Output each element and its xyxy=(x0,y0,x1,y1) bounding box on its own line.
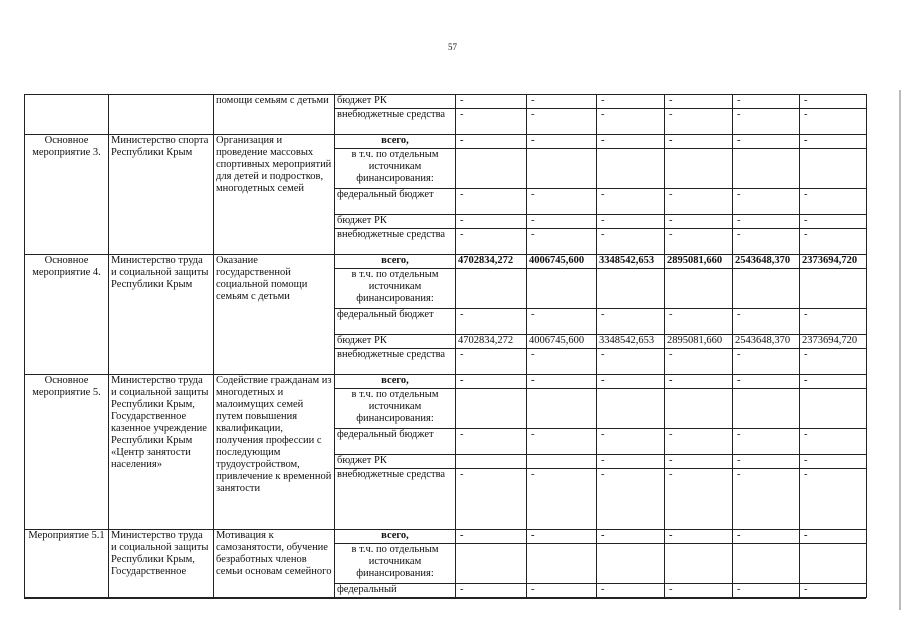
funding-value-cell xyxy=(733,544,800,584)
funding-value-cell: 2373694,720 xyxy=(800,335,867,349)
funding-value-cell: - xyxy=(527,95,597,109)
table-bottom-border xyxy=(24,598,866,599)
funding-value-cell: - xyxy=(665,469,733,530)
funding-value-cell xyxy=(665,149,733,189)
funding-value-cell: 4006745,600 xyxy=(527,335,597,349)
funding-value-cell: - xyxy=(665,584,733,598)
funding-value-cell: 2373694,720 xyxy=(800,255,867,269)
funding-value-cell: - xyxy=(597,455,665,469)
measure-name-cell: Содействие гражданам из многодетных и малоимущих семей путем повышения квалификации, получения профессии с последующим трудоустройством, привлечение к временной занятости xyxy=(214,375,335,530)
funding-value-cell xyxy=(527,269,597,309)
funding-source-cell: внебюджетные средства xyxy=(335,109,456,135)
funding-source-cell: в т.ч. по отдельным источникам финансирования: xyxy=(335,269,456,309)
funding-value-cell: - xyxy=(800,429,867,455)
funding-value-cell: - xyxy=(597,215,665,229)
measure-type-cell: Основное мероприятие 5. xyxy=(25,375,109,530)
funding-value-cell: - xyxy=(597,189,665,215)
funding-value-cell: - xyxy=(456,469,527,530)
funding-source-cell: всего, xyxy=(335,375,456,389)
measure-type-cell: Основное мероприятие 3. xyxy=(25,135,109,255)
funding-value-cell: - xyxy=(456,189,527,215)
funding-value-cell: 2895081,660 xyxy=(665,335,733,349)
funding-value-cell: - xyxy=(597,229,665,255)
funding-value-cell: - xyxy=(665,95,733,109)
funding-value-cell: - xyxy=(597,584,665,598)
funding-value-cell: - xyxy=(527,135,597,149)
table-row xyxy=(25,375,867,389)
funding-value-cell: - xyxy=(527,229,597,255)
funding-value-cell: - xyxy=(456,584,527,598)
funding-value-cell: - xyxy=(800,349,867,375)
funding-value-cell: - xyxy=(597,135,665,149)
funding-value-cell: - xyxy=(800,530,867,544)
funding-value-cell: - xyxy=(800,135,867,149)
funding-value-cell: - xyxy=(800,215,867,229)
funding-value-cell: - xyxy=(733,469,800,530)
funding-source-cell: внебюджетные средства xyxy=(335,229,456,255)
funding-source-cell: внебюджетные средства xyxy=(335,349,456,375)
funding-value-cell: - xyxy=(597,109,665,135)
funding-source-cell: бюджет РК xyxy=(335,455,456,469)
funding-value-cell: - xyxy=(597,375,665,389)
funding-value-cell xyxy=(733,269,800,309)
funding-value-cell: 3348542,653 xyxy=(597,255,665,269)
executor-cell: Министерство труда и социальной защиты Республики Крым xyxy=(109,255,214,375)
measure-name-cell: Организация и проведение массовых спортивных мероприятий для детей и подростков, многодетных семей xyxy=(214,135,335,255)
funding-source-cell: бюджет РК xyxy=(335,95,456,109)
funding-value-cell: - xyxy=(800,229,867,255)
funding-value-cell: - xyxy=(800,189,867,215)
funding-value-cell: - xyxy=(597,95,665,109)
funding-value-cell: - xyxy=(597,349,665,375)
funding-value-cell: - xyxy=(665,309,733,335)
funding-value-cell: - xyxy=(456,375,527,389)
funding-source-cell: в т.ч. по отдельным источникам финансирования: xyxy=(335,544,456,584)
funding-value-cell: - xyxy=(665,429,733,455)
scan-edge-mark xyxy=(899,90,901,610)
funding-value-cell xyxy=(665,544,733,584)
funding-value-cell: - xyxy=(733,109,800,135)
funding-value-cell: - xyxy=(800,455,867,469)
funding-value-cell: - xyxy=(597,429,665,455)
funding-value-cell: - xyxy=(527,215,597,229)
funding-value-cell: - xyxy=(733,530,800,544)
funding-source-cell: внебюджетные средства xyxy=(335,469,456,530)
funding-value-cell: - xyxy=(665,530,733,544)
table-row xyxy=(25,530,867,544)
funding-value-cell: - xyxy=(733,135,800,149)
executor-cell: Министерство труда и социальной защиты Республики Крым, Государственное xyxy=(109,530,214,598)
funding-value-cell: - xyxy=(456,95,527,109)
funding-value-cell: 3348542,653 xyxy=(597,335,665,349)
funding-value-cell xyxy=(527,149,597,189)
funding-value-cell: - xyxy=(597,469,665,530)
funding-source-cell: федеральный бюджет xyxy=(335,189,456,215)
funding-value-cell: - xyxy=(733,229,800,255)
funding-value-cell: - xyxy=(665,375,733,389)
funding-value-cell xyxy=(800,269,867,309)
funding-value-cell: - xyxy=(800,95,867,109)
funding-value-cell: - xyxy=(456,530,527,544)
measure-type-cell: Мероприятие 5.1 xyxy=(25,530,109,598)
funding-value-cell: - xyxy=(733,189,800,215)
funding-value-cell: - xyxy=(456,229,527,255)
funding-value-cell xyxy=(456,269,527,309)
funding-value-cell: - xyxy=(733,309,800,335)
funding-value-cell: - xyxy=(527,469,597,530)
funding-value-cell: - xyxy=(527,109,597,135)
funding-value-cell: - xyxy=(527,530,597,544)
funding-value-cell: - xyxy=(456,349,527,375)
funding-value-cell: - xyxy=(800,309,867,335)
measure-name-cell: помощи семьям с детьми xyxy=(214,95,335,135)
funding-value-cell: - xyxy=(527,349,597,375)
funding-value-cell xyxy=(456,455,527,469)
budget-table xyxy=(24,94,867,598)
table-row xyxy=(25,95,867,109)
funding-value-cell: - xyxy=(665,135,733,149)
funding-value-cell: - xyxy=(733,215,800,229)
funding-value-cell xyxy=(527,544,597,584)
measure-name-cell: Мотивация к самозанятости, обучение безработных членов семьи основам семейного xyxy=(214,530,335,598)
funding-value-cell: - xyxy=(456,215,527,229)
funding-source-cell: в т.ч. по отдельным источникам финансирования: xyxy=(335,389,456,429)
funding-source-cell: федеральный бюджет xyxy=(335,429,456,455)
funding-value-cell: - xyxy=(733,375,800,389)
funding-value-cell: - xyxy=(597,309,665,335)
funding-source-cell: всего, xyxy=(335,255,456,269)
funding-value-cell xyxy=(733,389,800,429)
funding-source-cell: федеральный xyxy=(335,584,456,598)
funding-value-cell: - xyxy=(527,309,597,335)
funding-value-cell xyxy=(597,544,665,584)
funding-source-cell: всего, xyxy=(335,135,456,149)
funding-value-cell: - xyxy=(456,135,527,149)
funding-source-cell: бюджет РК xyxy=(335,215,456,229)
funding-value-cell xyxy=(456,544,527,584)
funding-value-cell: - xyxy=(665,189,733,215)
funding-value-cell: - xyxy=(527,429,597,455)
funding-source-cell: бюджет РК xyxy=(335,335,456,349)
funding-value-cell: 2543648,370 xyxy=(733,255,800,269)
funding-value-cell: - xyxy=(800,109,867,135)
table-row xyxy=(25,135,867,149)
funding-value-cell: - xyxy=(733,349,800,375)
funding-value-cell: - xyxy=(733,429,800,455)
funding-value-cell xyxy=(800,389,867,429)
funding-value-cell: - xyxy=(456,309,527,335)
funding-source-cell: федеральный бюджет xyxy=(335,309,456,335)
funding-value-cell: 2543648,370 xyxy=(733,335,800,349)
measure-type-cell xyxy=(25,95,109,135)
funding-source-cell: всего, xyxy=(335,530,456,544)
funding-value-cell xyxy=(597,269,665,309)
funding-value-cell: 4702834,272 xyxy=(456,255,527,269)
funding-value-cell: - xyxy=(800,375,867,389)
funding-value-cell xyxy=(527,389,597,429)
table-row xyxy=(25,255,867,269)
funding-value-cell: 4006745,600 xyxy=(527,255,597,269)
funding-value-cell xyxy=(800,149,867,189)
funding-value-cell xyxy=(527,455,597,469)
funding-value-cell: - xyxy=(800,469,867,530)
measure-name-cell: Оказание государственной социальной помощи семьям с детьми xyxy=(214,255,335,375)
page-number: 57 xyxy=(448,42,457,52)
funding-value-cell: - xyxy=(665,349,733,375)
budget-table-body xyxy=(25,95,867,598)
funding-value-cell xyxy=(665,389,733,429)
funding-source-cell: в т.ч. по отдельным источникам финансирования: xyxy=(335,149,456,189)
funding-value-cell xyxy=(456,149,527,189)
executor-cell: Министерство спорта Республики Крым xyxy=(109,135,214,255)
funding-value-cell xyxy=(665,269,733,309)
funding-value-cell: - xyxy=(733,95,800,109)
funding-value-cell xyxy=(456,389,527,429)
funding-value-cell: - xyxy=(527,584,597,598)
funding-value-cell xyxy=(800,544,867,584)
funding-value-cell: - xyxy=(665,215,733,229)
funding-value-cell: 4702834,272 xyxy=(456,335,527,349)
funding-value-cell: - xyxy=(733,455,800,469)
executor-cell xyxy=(109,95,214,135)
measure-type-cell: Основное мероприятие 4. xyxy=(25,255,109,375)
executor-cell: Министерство труда и социальной защиты Республики Крым, Государственное казенное учреждение Республики Крым «Центр занятости населения» xyxy=(109,375,214,530)
funding-value-cell xyxy=(597,389,665,429)
funding-value-cell: - xyxy=(527,375,597,389)
funding-value-cell: - xyxy=(665,229,733,255)
funding-value-cell: - xyxy=(800,584,867,598)
funding-value-cell: - xyxy=(456,429,527,455)
funding-value-cell: 2895081,660 xyxy=(665,255,733,269)
funding-value-cell: - xyxy=(665,109,733,135)
funding-value-cell xyxy=(733,149,800,189)
funding-value-cell: - xyxy=(665,455,733,469)
funding-value-cell: - xyxy=(733,584,800,598)
funding-value-cell: - xyxy=(597,530,665,544)
funding-value-cell: - xyxy=(456,109,527,135)
funding-value-cell xyxy=(597,149,665,189)
funding-value-cell: - xyxy=(527,189,597,215)
